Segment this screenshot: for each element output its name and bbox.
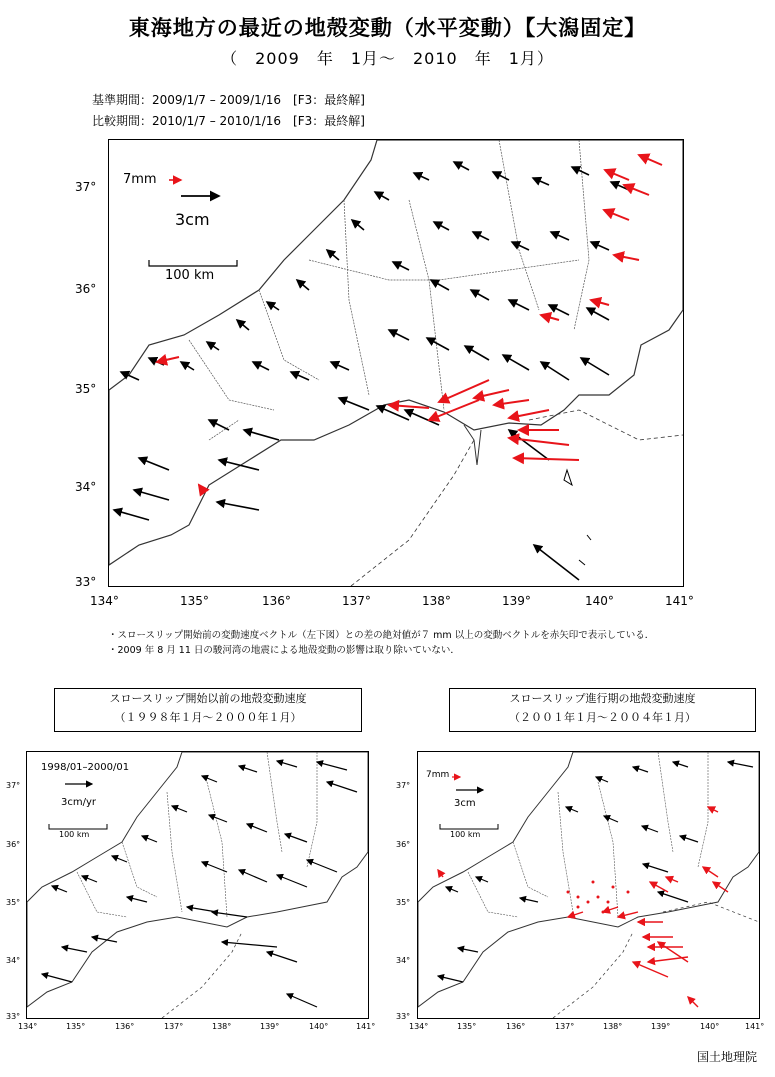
izu-islands (564, 470, 591, 565)
right-map-canvas (418, 752, 759, 1018)
left-x-tick-138: 138° (212, 1022, 232, 1031)
main-map (108, 139, 684, 587)
left-x-tick-139: 139° (260, 1022, 280, 1031)
y-tick-36: 36° (75, 282, 97, 296)
left-map-canvas (27, 752, 368, 1018)
right-legend-red-label: 7mm (426, 770, 450, 780)
izu-peninsula (464, 425, 481, 465)
left-y-tick-35: 35° (6, 898, 21, 907)
right-panel-map (417, 751, 760, 1019)
left-panel-title-line1: スロースリップ開始以前の地殻変動速度 (109, 692, 307, 705)
right-black-vectors (438, 762, 753, 982)
right-x-tick-138: 138° (603, 1022, 623, 1031)
left-period-label: 1998/01–2000/01 (41, 762, 130, 773)
note-1: ・スロースリップ開始前の変動速度ベクトル（左下図）との差の絶対値が７ mm 以上の変動ベクトルを赤矢印で表示している． (108, 630, 655, 641)
left-y-tick-34: 34° (6, 956, 21, 965)
x-tick-138: 138° (422, 594, 451, 608)
left-panel-title (54, 688, 362, 732)
red-vectors (157, 155, 662, 492)
left-y-tick-36: 36° (6, 840, 21, 849)
right-scale-label: 100 km (450, 830, 481, 839)
left-y-tick-37: 37° (6, 781, 21, 790)
right-panel-title (449, 688, 756, 732)
x-tick-140: 140° (585, 594, 614, 608)
right-legend-black-label: 3cm (454, 798, 476, 809)
x-tick-135: 135° (180, 594, 209, 608)
left-scale-bar (49, 824, 107, 829)
y-tick-37: 37° (75, 180, 97, 194)
left-borders (77, 752, 317, 917)
left-trench (162, 932, 242, 1018)
x-tick-134: 134° (90, 594, 119, 608)
footer-organization: 国土地理院 (696, 1050, 757, 1064)
prefecture-borders (189, 140, 589, 440)
x-tick-137: 137° (342, 594, 371, 608)
right-y-tick-36: 36° (396, 840, 411, 849)
y-tick-33: 33° (75, 575, 97, 589)
legend-red-label: 7mm (123, 172, 157, 187)
left-x-tick-136: 136° (115, 1022, 135, 1031)
right-y-tick-33: 33° (396, 1012, 411, 1021)
right-y-tick-34: 34° (396, 956, 411, 965)
right-x-tick-137: 137° (555, 1022, 575, 1031)
left-y-tick-33: 33° (6, 1012, 21, 1021)
right-x-tick-136: 136° (506, 1022, 526, 1031)
left-coastline (27, 752, 368, 1007)
right-x-tick-140: 140° (700, 1022, 720, 1031)
right-trench (553, 902, 759, 1018)
y-tick-35: 35° (75, 382, 97, 396)
left-legend-label: 3cm/yr (61, 797, 96, 808)
y-tick-34: 34° (75, 480, 97, 494)
right-red-dots (567, 881, 630, 914)
right-panel-title-line1: スロースリップ進行期の地殻変動速度 (509, 692, 696, 705)
right-y-tick-35: 35° (396, 898, 411, 907)
right-y-tick-37: 37° (396, 781, 411, 790)
left-x-tick-135: 135° (66, 1022, 86, 1031)
page-subtitle: （ 2009 年 1月〜 2010 年 1月） (221, 49, 554, 68)
right-borders (468, 752, 708, 917)
scale-label: 100 km (165, 268, 215, 283)
right-scale-bar (440, 824, 498, 829)
main-map-canvas (109, 140, 683, 586)
x-tick-141: 141° (665, 594, 694, 608)
honshu-coastline (109, 140, 683, 565)
left-x-tick-137: 137° (164, 1022, 184, 1031)
base-period: 基準期間：2009/1/7 – 2009/1/16 [F3：最終解] (92, 93, 365, 107)
left-x-tick-140: 140° (309, 1022, 329, 1031)
left-x-tick-141: 141° (356, 1022, 376, 1031)
left-panel-title-line2: （１９９８年１月〜２０００年１月） (114, 711, 302, 724)
x-tick-139: 139° (502, 594, 531, 608)
left-panel-map (26, 751, 369, 1019)
compare-period: 比較期間：2010/1/7 – 2010/1/16 [F3：最終解] (92, 114, 365, 128)
right-panel-title-line2: （２００１年１月〜２００４年１月） (509, 711, 696, 724)
left-x-tick-134: 134° (18, 1022, 38, 1031)
right-x-tick-135: 135° (457, 1022, 477, 1031)
right-x-tick-141: 141° (745, 1022, 765, 1031)
right-x-tick-134: 134° (409, 1022, 429, 1031)
note-2: ・2009 年 8 月 11 日の駿河湾の地震による地殻変動の影響は取り除いていない． (108, 645, 460, 656)
page-title: 東海地方の最近の地殻変動（水平変動）【大潟固定】 (128, 16, 647, 40)
legend-black-label: 3cm (175, 210, 210, 229)
x-tick-136: 136° (262, 594, 291, 608)
right-x-tick-139: 139° (651, 1022, 671, 1031)
scale-bar (149, 260, 237, 266)
left-scale-label: 100 km (59, 830, 90, 839)
